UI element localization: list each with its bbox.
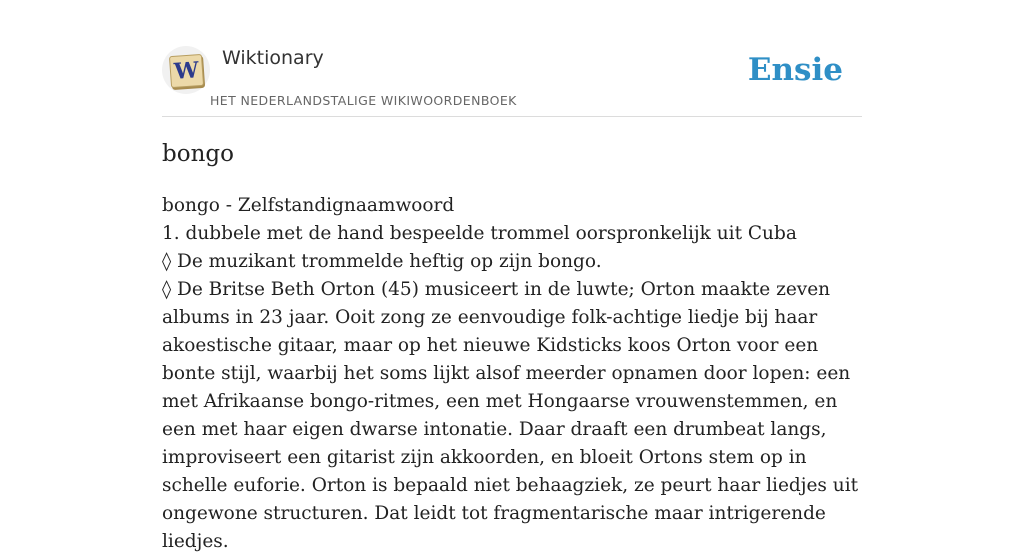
- wiktionary-logo-icon[interactable]: [162, 46, 210, 94]
- example-sentence: ◊ De muzikant trommelde heftig op zijn bongo.: [162, 251, 602, 272]
- site-name[interactable]: Wiktionary: [222, 47, 324, 69]
- page-title: bongo: [162, 141, 234, 167]
- ensie-brand-link[interactable]: Ensie: [747, 52, 843, 88]
- definition-line: 1. dubbele met de hand bespeelde trommel oorspronkelijk uit Cuba: [162, 223, 797, 244]
- site-tagline: HET NEDERLANDSTALIGE WIKIWOORDENBOEK: [210, 93, 517, 108]
- logo-tile: [169, 54, 204, 88]
- page: [162, 0, 862, 552]
- logo-letter: W: [173, 57, 200, 85]
- example-sentence-long: ◊ De Britse Beth Orton (45) musiceert in de luwte; Orton maakte zeven albums in 23 jaar. Ooit zong ze eenvoudige folk-achtige liedje bij haar akoestische gitaar, maar op het nieuwe Kidsticks koos Orton voor een bonte stijl, waarbij het soms lijkt alsof meerder opnamen door lopen: een met Afrikaanse bongo-ritmes, een met Hongaarse vrouwenstemmen, en een met haar eigen dwarse intonatie. Daar draaft een drumbeat langs, improviseert een gitarist zijn akkoorden, en bloeit Ortons stem op in schelle euforie. Orton is bepaald niet behaagziek, ze peurt haar liedjes uit ongewone structuren. Dat leidt tot fragmentarische maar intrigerende liedjes.: [162, 279, 859, 552]
- part-of-speech-line: bongo - Zelfstandignaamwoord: [162, 195, 455, 216]
- entry-body: [162, 192, 862, 556]
- site-header: [162, 0, 862, 117]
